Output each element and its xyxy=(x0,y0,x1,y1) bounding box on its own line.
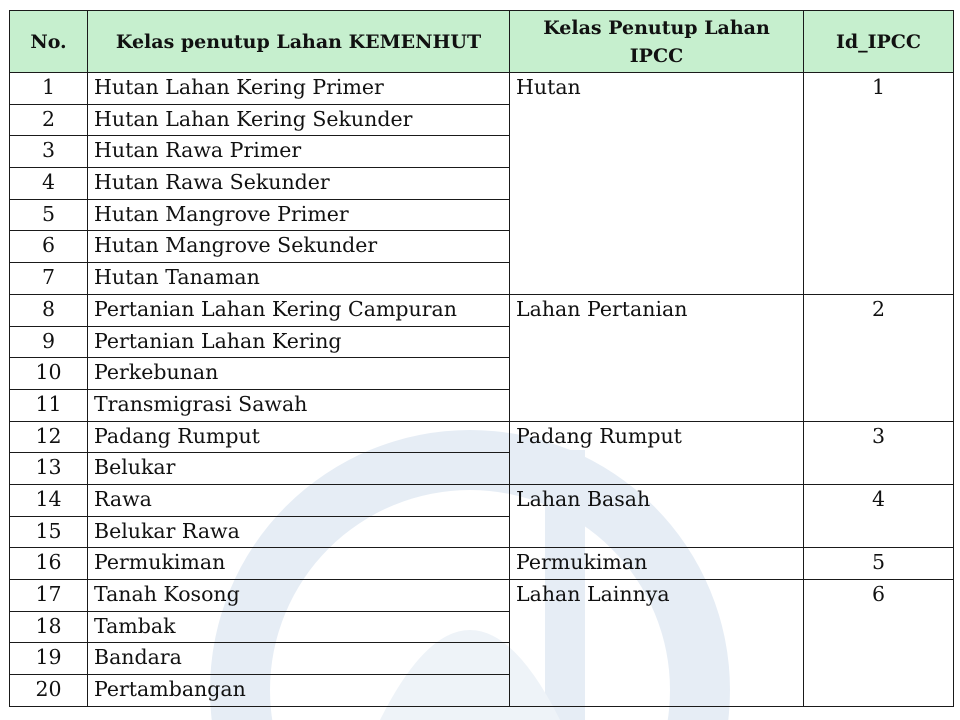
row-number: 15 xyxy=(10,516,88,548)
row-number: 9 xyxy=(10,326,88,358)
kemenhut-class-cell: Perkebunan xyxy=(88,358,510,390)
kemenhut-class-cell: Hutan Rawa Sekunder xyxy=(88,168,510,200)
ipcc-class-cell: Lahan Lainnya xyxy=(510,580,804,707)
kemenhut-class-cell: Tanah Kosong xyxy=(88,580,510,612)
ipcc-class-cell: Lahan Pertanian xyxy=(510,294,804,421)
header-no: No. xyxy=(10,11,88,73)
kemenhut-class-cell: Pertanian Lahan Kering xyxy=(88,326,510,358)
row-number: 4 xyxy=(10,168,88,200)
row-number: 1 xyxy=(10,73,88,105)
ipcc-id-cell: 1 xyxy=(804,73,954,295)
kemenhut-class-cell: Hutan Mangrove Sekunder xyxy=(88,231,510,263)
ipcc-id-cell: 3 xyxy=(804,421,954,484)
row-number: 5 xyxy=(10,199,88,231)
kemenhut-class-cell: Hutan Tanaman xyxy=(88,263,510,295)
ipcc-id-cell: 4 xyxy=(804,484,954,547)
ipcc-id-cell: 6 xyxy=(804,580,954,707)
kemenhut-class-cell: Hutan Mangrove Primer xyxy=(88,199,510,231)
header-kemenhut-class: Kelas penutup Lahan KEMENHUT xyxy=(88,11,510,73)
kemenhut-class-cell: Hutan Lahan Kering Primer xyxy=(88,73,510,105)
table-row xyxy=(10,421,954,453)
table-header-row xyxy=(10,11,954,73)
table-row xyxy=(10,580,954,612)
row-number: 13 xyxy=(10,453,88,485)
row-number: 16 xyxy=(10,548,88,580)
kemenhut-class-cell: Belukar xyxy=(88,453,510,485)
kemenhut-class-cell: Hutan Lahan Kering Sekunder xyxy=(88,104,510,136)
header-ipcc-class xyxy=(510,11,804,73)
ipcc-id-cell: 2 xyxy=(804,294,954,421)
row-number: 3 xyxy=(10,136,88,168)
kemenhut-class-cell: Padang Rumput xyxy=(88,421,510,453)
kemenhut-class-cell: Belukar Rawa xyxy=(88,516,510,548)
ipcc-class-cell: Padang Rumput xyxy=(510,421,804,484)
ipcc-id-cell: 5 xyxy=(804,548,954,580)
row-number: 12 xyxy=(10,421,88,453)
row-number: 10 xyxy=(10,358,88,390)
kemenhut-class-cell: Pertambangan xyxy=(88,675,510,707)
row-number: 2 xyxy=(10,104,88,136)
header-ipcc-line1: Kelas Penutup Lahan xyxy=(543,16,770,39)
ipcc-class-cell: Hutan xyxy=(510,73,804,295)
header-id-ipcc: Id_IPCC xyxy=(804,11,954,73)
ipcc-class-cell: Lahan Basah xyxy=(510,484,804,547)
kemenhut-class-cell: Hutan Rawa Primer xyxy=(88,136,510,168)
kemenhut-class-cell: Permukiman xyxy=(88,548,510,580)
table-row xyxy=(10,73,954,105)
row-number: 17 xyxy=(10,580,88,612)
row-number: 8 xyxy=(10,294,88,326)
header-ipcc-line2: IPCC xyxy=(629,44,684,67)
row-number: 11 xyxy=(10,389,88,421)
kemenhut-class-cell: Pertanian Lahan Kering Campuran xyxy=(88,294,510,326)
row-number: 6 xyxy=(10,231,88,263)
table-row xyxy=(10,294,954,326)
kemenhut-class-cell: Rawa xyxy=(88,484,510,516)
row-number: 7 xyxy=(10,263,88,295)
land-cover-classification-table xyxy=(9,10,954,707)
table-row xyxy=(10,484,954,516)
row-number: 20 xyxy=(10,675,88,707)
kemenhut-class-cell: Transmigrasi Sawah xyxy=(88,389,510,421)
row-number: 19 xyxy=(10,643,88,675)
row-number: 14 xyxy=(10,484,88,516)
table-row xyxy=(10,548,954,580)
row-number: 18 xyxy=(10,611,88,643)
kemenhut-class-cell: Tambak xyxy=(88,611,510,643)
ipcc-class-cell: Permukiman xyxy=(510,548,804,580)
kemenhut-class-cell: Bandara xyxy=(88,643,510,675)
